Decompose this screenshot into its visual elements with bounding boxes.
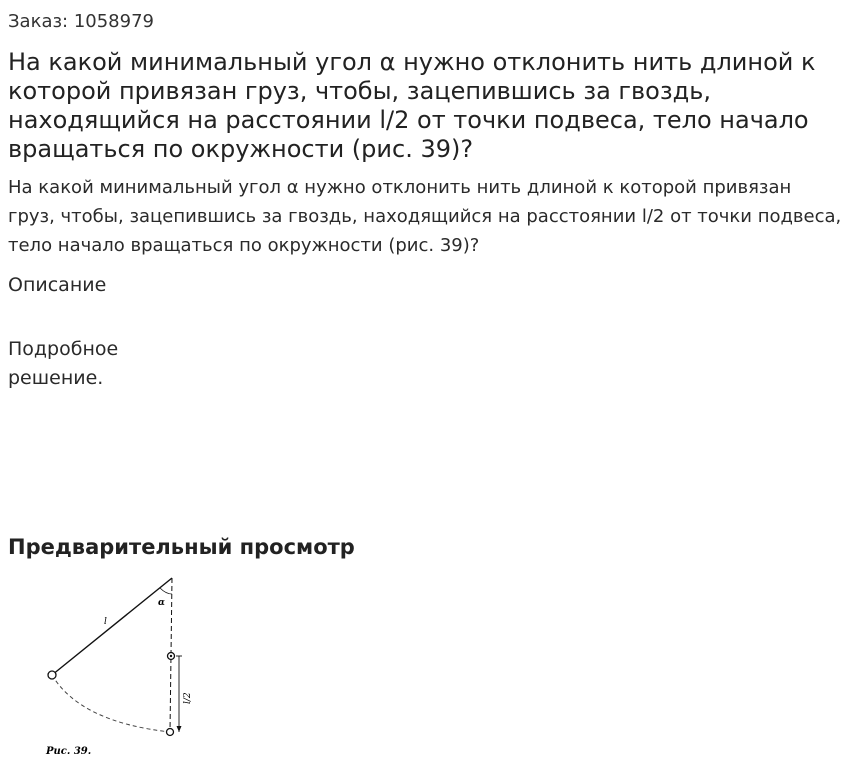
weight-displaced [48, 671, 56, 679]
detail-solution-text: Подробное решение. [8, 338, 119, 389]
description-label: Описание [8, 274, 107, 296]
label-alpha: α [158, 598, 165, 608]
order-number: Заказ: 1058979 [8, 11, 154, 32]
pendulum-diagram [40, 572, 200, 762]
label-half: l/2 [183, 692, 193, 704]
question-title: На какой минимальный угол α нужно отклонить нить длиной к которой привязан груз, чтобы, зацепившись за гвоздь, находящийся на расстоянии l/2 от точки подвеса, тело начало вращаться по окружности (рис. 39)? [8, 48, 816, 163]
angle-arc [160, 588, 172, 594]
preview-heading: Предварительный просмотр [8, 535, 355, 559]
question-body: На какой минимальный угол α нужно отклонить нить длиной к которой привязан груз, чтобы, зацепившись за гвоздь, находящийся на расстоянии l/2 от точки подвеса, тело начало вращаться по окружности (рис. 39)? [8, 177, 842, 256]
label-l: l [104, 617, 107, 627]
preview-figure [40, 572, 200, 762]
weight-bottom [167, 729, 174, 736]
trajectory-arc [52, 675, 170, 732]
figure-caption: Рис. 39. [46, 746, 92, 757]
pendulum-string [52, 578, 172, 675]
